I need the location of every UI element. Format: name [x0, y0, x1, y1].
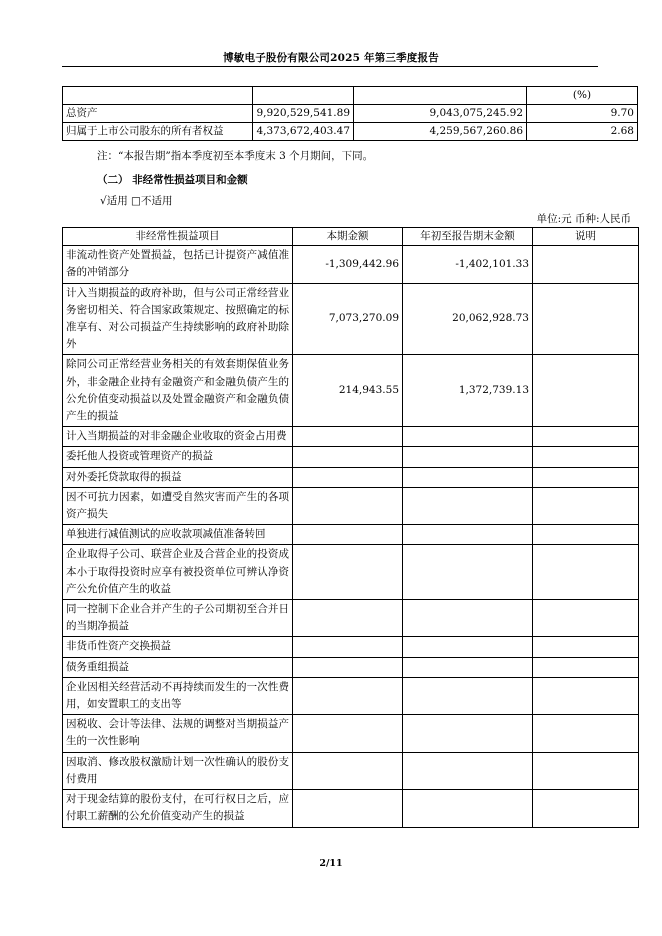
- table-cell: [63, 87, 253, 105]
- column-header: 说明: [533, 228, 639, 246]
- current-amount: [293, 467, 403, 487]
- current-amount: [293, 487, 403, 524]
- row-label: 总资产: [63, 105, 253, 123]
- current-value: 9,920,529,541.89: [253, 105, 354, 123]
- table-row: [63, 715, 639, 752]
- current-amount: [293, 545, 403, 600]
- table-row: [63, 637, 639, 657]
- table-row: [63, 790, 639, 827]
- column-header: 非经常性损益项目: [63, 228, 293, 246]
- table-row: [63, 355, 639, 427]
- ytd-amount: [403, 467, 533, 487]
- page-number: 2/11: [319, 858, 343, 869]
- ytd-amount: [403, 525, 533, 545]
- balance-summary-table: [62, 86, 638, 141]
- item-label: 同一控制下企业合并产生的子公司期初至合并日的当期净损益: [63, 600, 293, 637]
- remark: [533, 447, 639, 467]
- change-value: 9.70: [527, 105, 638, 123]
- item-label: 委托他人投资或管理资产的损益: [63, 447, 293, 467]
- current-amount: [293, 677, 403, 714]
- section-title: （二） 非经常性损益项目和金额: [97, 174, 248, 186]
- current-amount: 214,943.55: [293, 355, 403, 427]
- remark: [533, 715, 639, 752]
- item-label: 债务重组损益: [63, 657, 293, 677]
- table-row: [63, 123, 638, 141]
- item-label: 因不可抗力因素，如遭受自然灾害而产生的各项资产损失: [63, 487, 293, 524]
- ytd-amount: [403, 790, 533, 827]
- header-divider: [62, 66, 598, 67]
- table-row: [63, 467, 639, 487]
- ytd-amount: 1,372,739.13: [403, 355, 533, 427]
- remark: [533, 525, 639, 545]
- report-header-title: 博敏电子股份有限公司2025 年第三季度报告: [223, 52, 439, 64]
- item-label: 因取消、修改股权激励计划一次性确认的股份支付费用: [63, 752, 293, 789]
- remark: [533, 752, 639, 789]
- column-header: 年初至报告期末金额: [403, 228, 533, 246]
- current-amount: [293, 427, 403, 447]
- remark: [533, 487, 639, 524]
- table-row: [63, 657, 639, 677]
- item-label: 非流动性资产处置损益，包括已计提资产减值准备的冲销部分: [63, 246, 293, 283]
- current-amount: [293, 525, 403, 545]
- remark: [533, 283, 639, 355]
- ytd-amount: [403, 637, 533, 657]
- applicability-checkbox-text: √适用 □不适用: [100, 195, 173, 207]
- remark: [533, 467, 639, 487]
- prior-value: 4,259,567,260.86: [354, 123, 527, 141]
- current-amount: -1,309,442.96: [293, 246, 403, 283]
- ytd-amount: [403, 677, 533, 714]
- remark: [533, 246, 639, 283]
- ytd-amount: [403, 715, 533, 752]
- table-row: [63, 246, 639, 283]
- current-amount: [293, 790, 403, 827]
- ytd-amount: [403, 447, 533, 467]
- table-row: [63, 545, 639, 600]
- item-label: 单独进行减值测试的应收款项减值准备转回: [63, 525, 293, 545]
- current-amount: [293, 637, 403, 657]
- column-header: 本期金额: [293, 228, 403, 246]
- table-cell: [354, 87, 527, 105]
- current-amount: 7,073,270.09: [293, 283, 403, 355]
- item-label: 企业因相关经营活动不再持续而发生的一次性费用，如安置职工的支出等: [63, 677, 293, 714]
- remark: [533, 355, 639, 427]
- remark: [533, 637, 639, 657]
- prior-value: 9,043,075,245.92: [354, 105, 527, 123]
- change-value: 2.68: [527, 123, 638, 141]
- table-row: [63, 600, 639, 637]
- current-amount: [293, 657, 403, 677]
- remark: [533, 677, 639, 714]
- row-label: 归属于上市公司股东的所有者权益: [63, 123, 253, 141]
- remark: [533, 545, 639, 600]
- table-row: [63, 447, 639, 467]
- ytd-amount: [403, 487, 533, 524]
- ytd-amount: [403, 657, 533, 677]
- unit-currency-label: 单位:元 币种:人民币: [536, 213, 631, 225]
- table-row: [63, 677, 639, 714]
- table-row: [63, 487, 639, 524]
- item-label: 计入当期损益的对非金融企业收取的资金占用费: [63, 427, 293, 447]
- period-note: 注：“本报告期”指本季度初至本季度末 3 个月期间，下同。: [97, 150, 374, 162]
- table-row: [63, 283, 639, 355]
- ytd-amount: 20,062,928.73: [403, 283, 533, 355]
- change-percent-header: (%): [527, 87, 638, 105]
- item-label: 企业取得子公司、联营企业及合营企业的投资成本小于取得投资时应享有被投资单位可辨认净资产公允价值产生的收益: [63, 545, 293, 600]
- table-header-row: [63, 228, 639, 246]
- remark: [533, 657, 639, 677]
- remark: [533, 427, 639, 447]
- table-row: [63, 427, 639, 447]
- remark: [533, 790, 639, 827]
- table-cell: [253, 87, 354, 105]
- item-label: 对外委托贷款取得的损益: [63, 467, 293, 487]
- ytd-amount: -1,402,101.33: [403, 246, 533, 283]
- table-row: [63, 87, 638, 105]
- current-amount: [293, 715, 403, 752]
- item-label: 计入当期损益的政府补助，但与公司正常经营业务密切相关、符合国家政策规定、按照确定的标准享有、对公司损益产生持续影响的政府补助除外: [63, 283, 293, 355]
- ytd-amount: [403, 427, 533, 447]
- non-recurring-items-table: [62, 227, 639, 828]
- remark: [533, 600, 639, 637]
- item-label: 除同公司正常经营业务相关的有效套期保值业务外，非金融企业持有金融资产和金融负债产生的公允价值变动损益以及处置金融资产和金融负债产生的损益: [63, 355, 293, 427]
- current-amount: [293, 447, 403, 467]
- current-amount: [293, 600, 403, 637]
- item-label: 非货币性资产交换损益: [63, 637, 293, 657]
- item-label: 对于现金结算的股份支付，在可行权日之后，应付职工薪酬的公允价值变动产生的损益: [63, 790, 293, 827]
- current-amount: [293, 752, 403, 789]
- table-row: [63, 105, 638, 123]
- table-row: [63, 752, 639, 789]
- current-value: 4,373,672,403.47: [253, 123, 354, 141]
- ytd-amount: [403, 545, 533, 600]
- ytd-amount: [403, 752, 533, 789]
- item-label: 因税收、会计等法律、法规的调整对当期损益产生的一次性影响: [63, 715, 293, 752]
- ytd-amount: [403, 600, 533, 637]
- table-row: [63, 525, 639, 545]
